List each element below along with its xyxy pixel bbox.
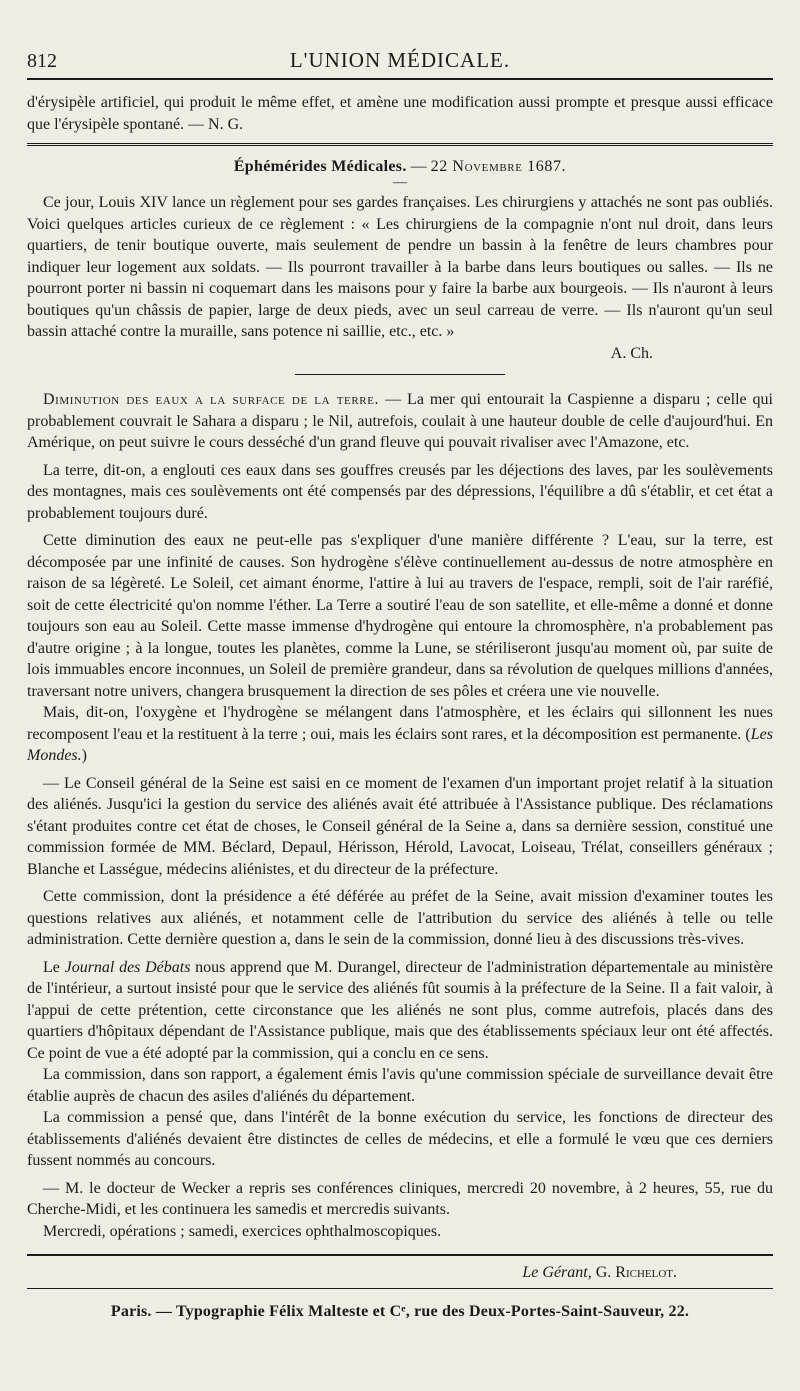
diminution-paragraph-4	[27, 702, 773, 767]
diminution-p1-text: — La mer qui entourait la Caspienne a disparu ; celle qui probablement couvrait le Sahara a disparu ; le Nil, autrefois, coulait à une hauteur double de celle d'aujourd'hui. En Amérique, on peut suivre le cours desséché d'un grand fleuve qui pouvait rivaliser avec l'Amazone, etc.	[27, 391, 773, 451]
footer-rule-top	[27, 1254, 773, 1256]
gerant-name: G. Richelot.	[591, 1264, 677, 1281]
conseil-p3-b: nous apprend que M. Durangel, directeur de l'administration départementale au ministère de l'intérieur, a surtout insisté pour que le service des aliénés fût soumis à la préfecture de la Seine. Il a fait valoir, à l'appui de cette prétention, cette circonstance que les aliénés ne sont plus, comme autrefois, placés dans des quartiers d'hôpitaux dépendant de l'Assistance publique, mais que des établissements spéciaux leur ont été affectés. Ce point de vue a été adopté par la commission, qui a conclu en ce sens.	[27, 958, 773, 1062]
ephemerides-dash: —	[393, 175, 407, 190]
gerant-label: Le Gérant,	[522, 1264, 592, 1281]
footer-rule-bottom	[27, 1288, 773, 1289]
short-separator-rule	[295, 374, 505, 375]
diminution-paragraph-2: La terre, dit-on, a englouti ces eaux dans ses gouffres creusés par les déjections des laves, par les soulèvements des montagnes, mais ces soulèvements ont été compensés par des dépressions, l'équilibre a dû s'établir, et cet état a probablement toujours duré.	[27, 461, 773, 522]
intro-paragraph: d'érysipèle artificiel, qui produit le même effet, et amène une modification aussi prompte et presque aussi efficace que l'érysipèle spontané. — N. G.	[27, 94, 773, 133]
conseil-paragraph-5: La commission a pensé que, dans l'intérêt de la bonne exécution du service, les fonctions de directeur des établissements d'aliénés devaient être distinctes de celles de médecins, et elle a formulé le vœu que ces derniers fussent nommés au concours.	[27, 1109, 773, 1169]
ephemerides-date: 22 Novembre 1687.	[430, 158, 567, 175]
page-number: 812	[27, 50, 57, 72]
page-header	[27, 42, 773, 78]
running-title: L'UNION MÉDICALE.	[289, 48, 511, 72]
conseil-paragraph-2: Cette commission, dont la présidence a été déférée au préfet de la Seine, avait mission d'examiner toutes les questions relatives aux aliénés, et notamment celle de l'attribution du service des aliénés à telle ou telle administration. Cette dernière question a, dans le sein de la commission, donné lieu à des discussions très-vives.	[27, 888, 773, 948]
diminution-p4-text: Mais, dit-on, l'oxygène et l'hydrogène se mélangent dans l'atmosphère, et les éclairs qui sillonnent les nues recomposent l'eau et la restituent à la terre ; oui, mais les éclairs sont rares, et la décomposition est permanente. (	[27, 704, 773, 743]
ephemerides-sep: —	[406, 158, 431, 175]
diminution-source: Les Mondes.	[27, 725, 773, 764]
diminution-p4-close: )	[81, 747, 87, 764]
ephemerides-signature: A. Ch.	[610, 344, 653, 362]
diminution-paragraph-1	[27, 389, 773, 454]
gerant-line	[27, 1264, 773, 1282]
conseil-paragraph-1: — Le Conseil général de la Seine est saisi en ce moment de l'examen d'un important projet relatif à la situation des aliénés. Jusqu'ici la gestion du service des aliénés avait été attribuée à l'Assistance publique. Des réclamations s'étant produites contre cet état de choses, le Conseil général de la Seine a, dans sa dernière session, constitué une commission formée de MM. Béclard, Depaul, Hérisson, Hérold, Lavocat, Loiseau, Trélat, conseillers généraux ; Blanche et Lasségue, médecins aliénistes, et du directeur de la préfecture.	[27, 774, 773, 878]
conseil-p3-a: Le	[43, 958, 65, 976]
conseil-journal-title: Journal des Débats	[64, 958, 191, 976]
conseil-paragraph-4: La commission, dans son rapport, a également émis l'avis qu'une commission spéciale de surveillance devait être établie auprès de chacun des asiles d'aliénés du département.	[27, 1066, 773, 1105]
diminution-paragraph-3: Cette diminution des eaux ne peut-elle pas s'expliquer d'une manière différente ? L'eau, sur la terre, est décomposée par une infinité de causes. Son hydrogène s'élève continuellement au-dessus de notre atmosphère en raison de sa légèreté. Le Soleil, cet aimant énorme, l'attire à lui au travers de l'espace, rempli, soit de l'air raréfié, soit de cette électricité qu'on nomme l'éther. La Terre a soutiré l'eau de son satellite, et elle-même a donné et donne toujours son eau au Soleil. Cette masse immense d'hydrogène qui entoure la chromosphère, n'a probablement pas d'autre origine ; à la longue, toutes les planètes, comme la Lune, se stériliseront jusqu'au moment où, par suite de lois immuables encore inconnues, un Soleil de première grandeur, dans sa révolution de quelques millions d'années, traversant notre univers, changera brusquement la direction de ses pôles et créera une vie nouvelle.	[27, 532, 773, 700]
conseil-paragraph-3	[27, 957, 773, 1065]
printer-line: Paris. — Typographie Félix Malteste et Cᵉ, rue des Deux-Portes-Saint-Sauveur, 22.	[110, 1303, 690, 1320]
ephemerides-title: Éphémérides Médicales.	[233, 158, 407, 175]
ephemerides-body: Ce jour, Louis XIV lance un règlement pour ses gardes françaises. Les chirurgiens y attachés ne sont pas oubliés. Voici quelques articles curieux de ce règlement : « Les chirurgiens de la compagnie n'ont nul droit, dans leurs quartiers, de tenir boutique ouverte, mais seulement de pendre un bassin à la fenêtre de leurs chambres pour indiquer leur logement aux soldats. — Ils pourront travailler à la barbe dans leurs boutiques ou salles. — Ils ne pourront porter ni bassin ni coquemart dans les maisons pour y faire la barbe aux bourgeois. — Ils n'auront à leurs boutiques qu'un châssis de papier, large de deux pieds, avec un seul carreau de verre. — Ils n'auront qu'un seul bassin attaché contre la muraille, sans potence ni saillie, etc., etc. »	[27, 194, 773, 340]
wecker-paragraph-2: Mercredi, opérations ; samedi, exercices ophthalmoscopiques.	[43, 1222, 442, 1240]
section-double-rule	[27, 143, 773, 146]
diminution-title: Diminution des eaux a la surface de la terre.	[43, 391, 380, 408]
wecker-paragraph-1: — M. le docteur de Wecker a repris ses conférences cliniques, mercredi 20 novembre, à 2 heures, 55, rue du Cherche-Midi, et les continuera les samedis et mercredis suivants.	[27, 1179, 773, 1218]
